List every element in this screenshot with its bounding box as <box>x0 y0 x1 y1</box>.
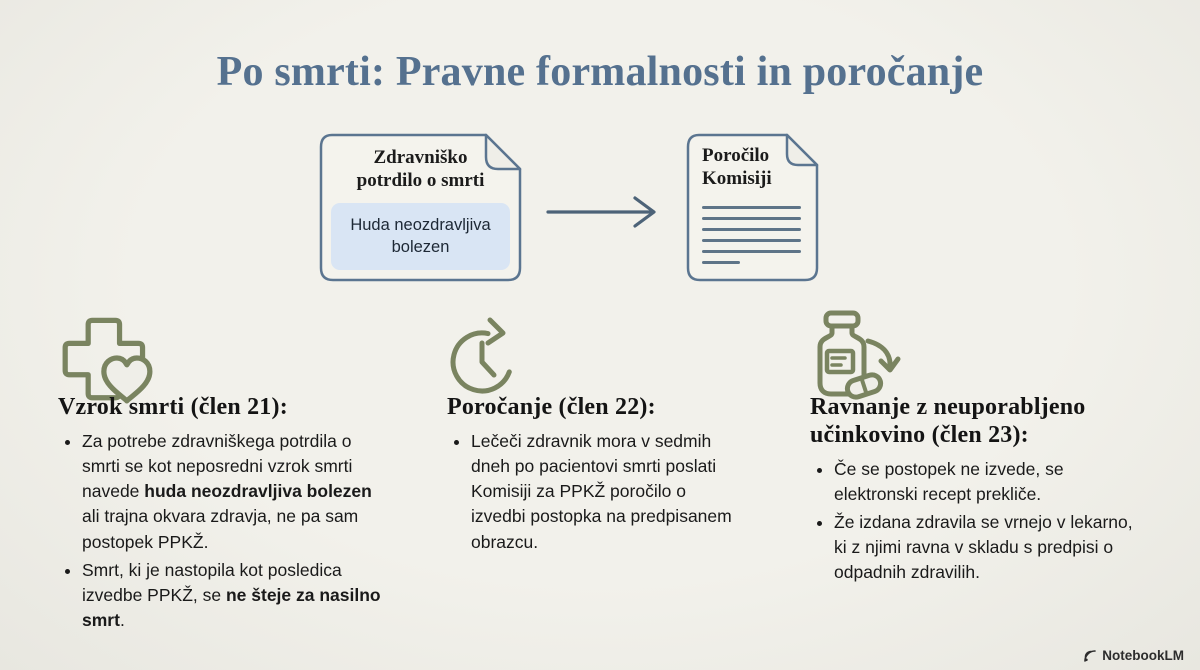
document-text-line <box>702 217 801 220</box>
bullet-list <box>810 457 1134 586</box>
section-reporting <box>447 394 737 558</box>
medicine-bottle-return-icon <box>804 308 902 402</box>
cause-of-death-highlight: Huda neozdravljiva bolezen <box>331 203 510 270</box>
bullet-item: • Smrt, ki je nastopila kot posledica izvedbe PPKŽ, se ne šteje za nasilno smrt. <box>82 558 388 634</box>
bullet-item: • Če se postopek ne izvede, se elektronski recept prekliče. <box>834 457 1134 507</box>
report-text-lines <box>702 206 801 272</box>
page-title: Po smrti: Pravne formalnosti in poročanje <box>216 49 984 95</box>
bullet-item: • Lečeči zdravnik mora v sedmih dneh po pacientovi smrti poslati Komisiji za PPKŽ poročilo o izvedbi postopka na predpisanem obrazcu. <box>471 429 737 555</box>
document-text-line <box>702 228 801 231</box>
document-text-line <box>702 239 801 242</box>
section-heading: Ravnanje z neuporabljeno učinkovino (člen 23): <box>810 394 1086 448</box>
bullet-item: • Za potrebe zdravniškega potrdila o smrti se kot neposredni vzrok smrti navede huda neozdravljiva bolezen ali trajna okvara zdravja, ne pa sam postopek PPKŽ. <box>82 429 388 555</box>
death-certificate-title: Zdravniško potrdilo o smrti <box>356 147 485 192</box>
notebooklm-logo-icon <box>1083 649 1097 663</box>
commission-report-title: Poročilo Komisiji <box>702 145 772 190</box>
flow-arrow-icon <box>538 191 670 233</box>
brand-label: NotebookLM <box>1102 648 1184 663</box>
section-heading: Vzrok smrti (člen 21): <box>58 394 288 420</box>
section-unused-substance <box>810 394 1190 589</box>
bullet-list <box>447 429 737 555</box>
clock-rotate-icon <box>446 314 524 400</box>
notebooklm-watermark <box>1083 648 1184 663</box>
commission-report-card <box>685 133 820 283</box>
death-certificate-card <box>318 133 523 283</box>
document-text-line <box>702 261 740 264</box>
section-heading: Poročanje (člen 22): <box>447 394 656 420</box>
bullet-item: • Že izdana zdravila se vrnejo v lekarno, ki z njimi ravna v skladu s predpisi o odpadnih zdravilih. <box>834 510 1134 586</box>
medical-cross-heart-icon <box>56 312 158 404</box>
document-text-line <box>702 250 801 253</box>
document-text-line <box>702 206 801 209</box>
bullet-list <box>58 429 388 634</box>
section-cause-of-death <box>58 394 388 636</box>
